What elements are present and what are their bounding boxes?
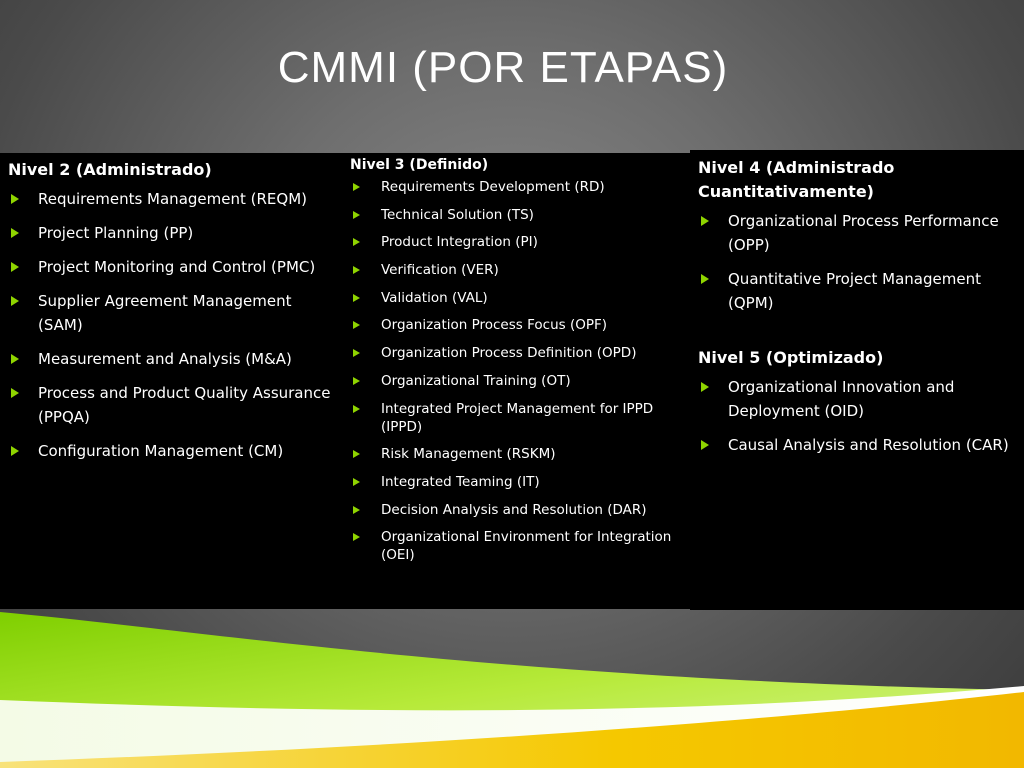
list-item-label: Organizational Innovation and Deployment (OID) — [728, 378, 955, 420]
list-item — [698, 267, 1020, 315]
list-item — [698, 209, 1020, 257]
triangle-bullet-icon — [11, 388, 19, 398]
list-item — [8, 289, 338, 337]
level-3-list — [350, 178, 688, 564]
triangle-bullet-icon — [353, 349, 360, 357]
list-item — [8, 347, 338, 371]
triangle-bullet-icon — [353, 266, 360, 274]
list-item — [350, 289, 688, 307]
list-item — [350, 206, 688, 224]
list-item-label: Integrated Project Management for IPPD (IPPD) — [381, 400, 654, 435]
triangle-bullet-icon — [11, 194, 19, 204]
level-4-heading: Nivel 4 (Administrado Cuantitativamente) — [698, 158, 895, 201]
triangle-bullet-icon — [11, 446, 19, 456]
list-item-label: Decision Analysis and Resolution (DAR) — [381, 501, 647, 518]
triangle-bullet-icon — [11, 354, 19, 364]
list-item-label: Organizational Process Performance (OPP) — [728, 212, 999, 254]
list-item-label: Requirements Development (RD) — [381, 179, 605, 195]
list-item-label: Validation (VAL) — [381, 289, 488, 306]
list-item-label: Supplier Agreement Management (SAM) — [38, 292, 292, 334]
green-wave — [0, 612, 1024, 768]
level-2-list — [8, 187, 338, 463]
level-4-list — [698, 209, 1020, 315]
list-item-label: Product Integration (PI) — [381, 234, 538, 251]
triangle-bullet-icon — [353, 478, 360, 486]
level-5-list — [698, 375, 1020, 457]
list-item-label: Causal Analysis and Resolution (CAR) — [728, 436, 1009, 454]
list-item — [350, 445, 688, 463]
level-5-heading: Nivel 5 (Optimizado) — [698, 348, 884, 367]
list-item-label: Organization Process Definition (OPD) — [381, 345, 637, 362]
triangle-bullet-icon — [353, 294, 360, 302]
triangle-bullet-icon — [701, 440, 709, 450]
triangle-bullet-icon — [11, 228, 19, 238]
triangle-bullet-icon — [353, 405, 360, 413]
triangle-bullet-icon — [353, 321, 360, 329]
triangle-bullet-icon — [353, 450, 360, 458]
triangle-bullet-icon — [353, 377, 360, 385]
level-3-heading: Nivel 3 (Definido) — [350, 157, 489, 173]
list-item — [698, 375, 1020, 423]
list-item — [8, 439, 338, 463]
list-item-label: Quantitative Project Management (QPM) — [728, 270, 981, 312]
list-item — [350, 261, 688, 279]
list-item — [8, 255, 338, 279]
triangle-bullet-icon — [11, 262, 19, 272]
level-3-panel — [342, 153, 694, 609]
list-item — [350, 344, 688, 362]
list-item-label: Project Monitoring and Control (PMC) — [38, 258, 316, 276]
list-item — [8, 221, 338, 245]
triangle-bullet-icon — [701, 274, 709, 284]
list-item-label: Project Planning (PP) — [38, 224, 194, 242]
list-item — [698, 433, 1020, 457]
list-item-label: Verification (VER) — [381, 262, 499, 279]
triangle-bullet-icon — [353, 211, 360, 219]
list-item — [350, 233, 688, 251]
list-item — [350, 473, 688, 491]
list-item-label: Technical Solution (TS) — [381, 206, 534, 223]
list-item-label: Risk Management (RSKM) — [381, 446, 556, 463]
triangle-bullet-icon — [701, 216, 709, 226]
list-item — [8, 381, 338, 429]
list-item-label: Organizational Environment for Integration (OEI) — [381, 529, 672, 564]
triangle-bullet-icon — [353, 533, 360, 541]
list-item — [350, 316, 688, 334]
list-item-label: Process and Product Quality Assurance (PPQA) — [38, 384, 331, 426]
slide-title: CMMI (POR ETAPAS) — [277, 43, 729, 92]
list-item-label: Organization Process Focus (OPF) — [381, 317, 608, 334]
triangle-bullet-icon — [11, 296, 19, 306]
list-item-label: Integrated Teaming (IT) — [381, 473, 540, 490]
list-item — [350, 400, 688, 436]
level-2-heading: Nivel 2 (Administrado) — [8, 160, 212, 179]
triangle-bullet-icon — [353, 183, 360, 191]
white-wave — [0, 686, 1024, 768]
level-4-5-panel — [690, 150, 1024, 610]
level-2-panel — [0, 153, 346, 609]
triangle-bullet-icon — [353, 238, 360, 246]
list-item — [350, 501, 688, 519]
list-item — [350, 528, 688, 564]
triangle-bullet-icon — [353, 506, 360, 514]
list-item-label: Organizational Training (OT) — [381, 372, 571, 389]
yellow-wave — [0, 692, 1024, 768]
triangle-bullet-icon — [701, 382, 709, 392]
list-item — [350, 178, 688, 196]
list-item-label: Requirements Management (REQM) — [38, 190, 307, 208]
list-item — [350, 372, 688, 390]
list-item-label: Configuration Management (CM) — [38, 442, 284, 460]
list-item-label: Measurement and Analysis (M&A) — [38, 350, 292, 368]
list-item — [8, 187, 338, 211]
